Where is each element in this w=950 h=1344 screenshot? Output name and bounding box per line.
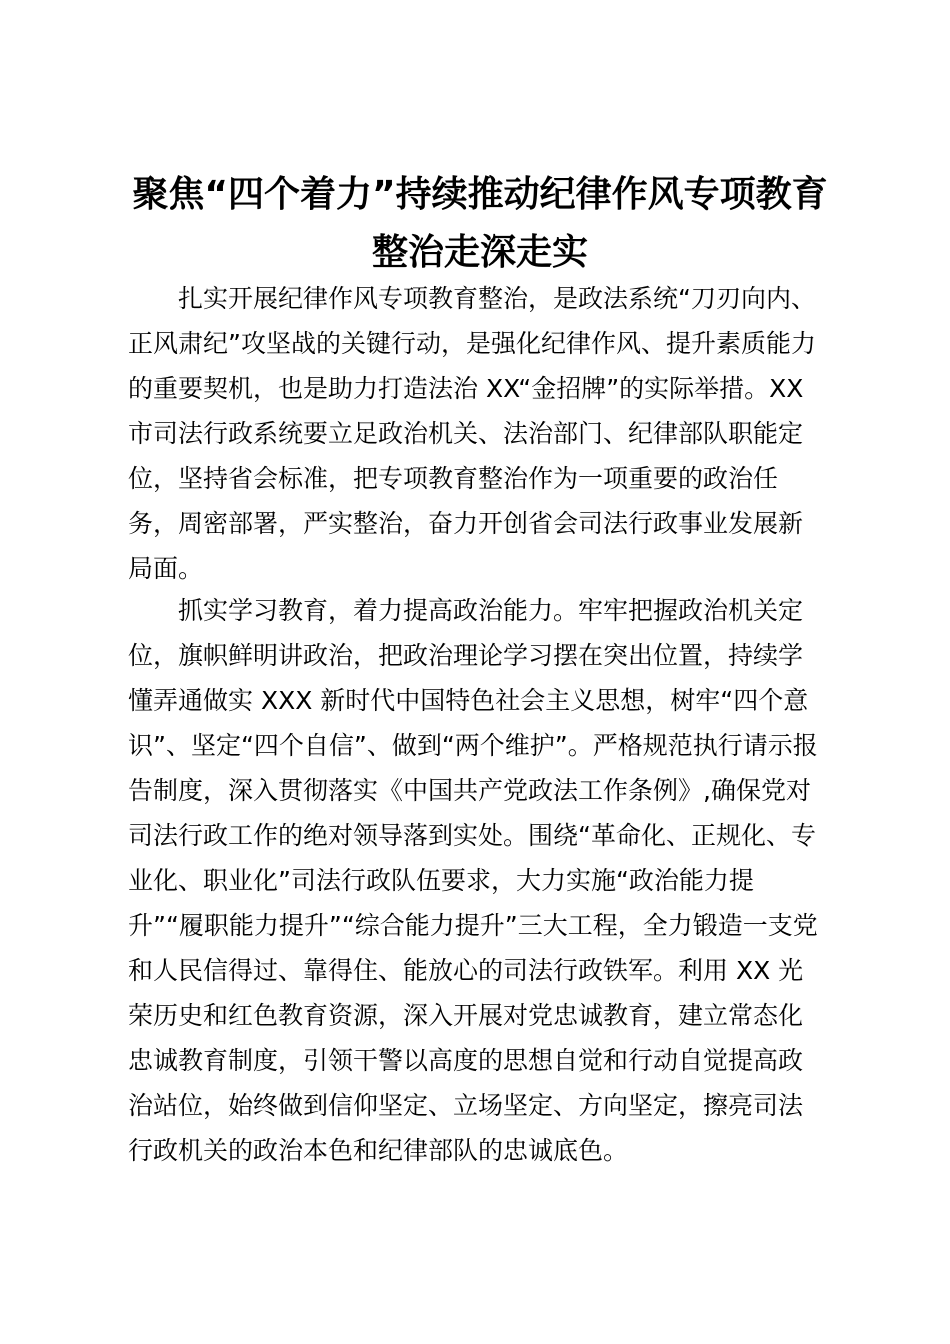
paragraph-line: 和人民信得过、靠得住、能放心的司法行政铁军。利用 XX 光 — [128, 956, 804, 985]
paragraph-line: 行政机关的政治本色和纪律部队的忠诚底色。 — [128, 1136, 629, 1165]
paragraph-line: 位，坚持省会标准，把专项教育整治作为一项重要的政治任 — [128, 464, 779, 493]
paragraph-line: 业化、职业化”司法行政队伍要求，大力实施“政治能力提 — [128, 866, 754, 895]
paragraph-line: 局面。 — [128, 554, 204, 583]
paragraph-line: 告制度，深入贯彻落实《中国共产党政法工作条例》,确保党对 — [128, 776, 811, 805]
document-title — [120, 166, 840, 282]
paragraph-line: 扎实开展纪律作风专项教育整治，是政法系统“刀刃向内、 — [128, 284, 816, 313]
title-line: 聚焦“四个着力”持续推动纪律作风专项教育 — [132, 174, 828, 215]
title-line: 整治走深走实 — [371, 232, 588, 273]
paragraph-line: 的重要契机，也是助力打造法治 XX“金招牌”的实际举措。XX — [128, 374, 804, 403]
paragraph-line: 正风肃纪”攻坚战的关键行动，是强化纪律作风、提升素质能力 — [128, 329, 816, 358]
paragraph — [128, 276, 828, 591]
paragraph-line: 抓实学习教育，着力提高政治能力。牢牢把握政治机关定 — [128, 596, 804, 625]
paragraph — [128, 588, 828, 1173]
paragraph-line: 识”、坚定“四个自信”、做到“两个维护”。严格规范执行请示报 — [128, 731, 818, 760]
paragraph-line: 升”“履职能力提升”“综合能力提升”三大工程，全力锻造一支党 — [128, 911, 818, 940]
paragraph-line: 位，旗帜鲜明讲政治，把政治理论学习摆在突出位置，持续学 — [128, 641, 804, 670]
paragraph-line: 务，周密部署，严实整治，奋力开创省会司法行政事业发展新 — [128, 509, 804, 538]
paragraph-line: 懂弄通做实 XXX 新时代中国特色社会主义思想，树牢“四个意 — [128, 686, 809, 715]
paragraph-line: 治站位，始终做到信仰坚定、立场坚定、方向坚定，擦亮司法 — [128, 1091, 804, 1120]
paragraph-line: 荣历史和红色教育资源，深入开展对党忠诚教育，建立常态化 — [128, 1001, 804, 1030]
paragraph-line: 忠诚教育制度，引领干警以高度的思想自觉和行动自觉提高政 — [128, 1046, 804, 1075]
paragraph-line: 市司法行政系统要立足政治机关、法治部门、纪律部队职能定 — [128, 419, 804, 448]
paragraph-line: 司法行政工作的绝对领导落到实处。围绕“革命化、正规化、专 — [128, 821, 816, 850]
